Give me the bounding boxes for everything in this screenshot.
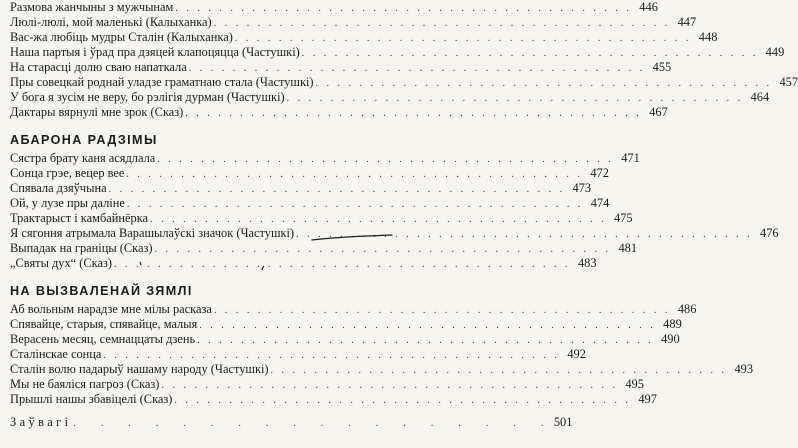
toc-entry xyxy=(10,15,697,30)
toc-entry xyxy=(10,60,672,75)
entry-page: 447 xyxy=(677,15,697,29)
entry-title: На старасці долю сваю напаткала xyxy=(10,60,187,74)
entry-page: 493 xyxy=(734,362,754,376)
entry-title: Заўвагі xyxy=(10,415,72,429)
section-heading-defense: АБАРОНА РАДЗІМЫ xyxy=(10,133,158,147)
toc-entry xyxy=(10,196,610,211)
entry-title: Сталінскае сонца xyxy=(10,347,102,361)
toc-entry xyxy=(10,211,633,226)
entry-title: Пры совецкай роднай уладзе граматнаю стала (Частушкі) xyxy=(10,75,314,89)
entry-page: 455 xyxy=(652,60,672,74)
dot-leader: . . . . . . . . . . . . . . . . . . . . . . . . . . . . . . . . . . . . . . . . . . xyxy=(197,335,654,346)
entry-title: Ой, у лузе пры даліне xyxy=(10,196,125,210)
toc-entry xyxy=(10,256,597,271)
toc-section-2 xyxy=(10,151,779,271)
dot-leader: . . . . . . . . . . . . . . . . . . . . . . . . . . . . . . . . . . . . . . . . . . xyxy=(154,244,612,255)
entry-title: Вас-жа любіць мудры Сталін (Калыханка) xyxy=(10,30,233,44)
dot-leader: . . . . . . . . . . . . . . . . . . . . . . . . . . . . . . . . . . . . . . . . . . xyxy=(126,199,584,210)
entry-title: Люлі-люлі, мой маленькі (Калыханка) xyxy=(10,15,212,29)
toc-section-3 xyxy=(10,302,754,407)
dot-leader: . . . . . . . . . . . . . . . . . . . . . . . . . . . . . . . . . . . . . . . . . . xyxy=(315,78,773,89)
dot-leader: . . . . . . . . . . . . . . . . . . xyxy=(73,418,547,429)
toc-entry xyxy=(10,90,770,105)
dot-leader: . . . . . . . . . . . . . . . . . . . . . . . . . . . . . . . . . . . . . . . . . . xyxy=(270,365,728,376)
toc-entry xyxy=(10,181,592,196)
entry-page: 472 xyxy=(590,166,609,180)
dot-leader: . . . . . . . . . . . . . . . . . . . . . . . . . . . . . . . . . . . . . . . . . . xyxy=(301,48,759,59)
entry-page: 449 xyxy=(765,45,785,59)
entry-title: Прышлі нашы збавіцелі (Сказ) xyxy=(10,392,173,406)
entry-page: 495 xyxy=(625,377,644,391)
entry-title: Сонца грэе, вецер вее xyxy=(10,166,125,180)
dot-leader: . . . . . . . . . . . . . . . . . . . . . . . . . . . . . . . . . . . . . . . . . . xyxy=(213,305,671,316)
dot-leader: . . . . . . . . . . . . . . . . . . . . . . . . . . . . . . . . . . . . . . . . . . xyxy=(108,184,566,195)
entry-title: Выпадак на граніцы (Сказ) xyxy=(10,241,153,255)
toc-group-1 xyxy=(10,0,798,120)
dot-leader: . . . . . . . . . . . . . . . . . . . . . . . . . . . . . . . . . . . . . . . . . . xyxy=(296,229,753,240)
toc-entry xyxy=(10,317,682,332)
entry-title: Верасень месяц, семнаццаты дзень xyxy=(10,332,196,346)
entry-page: 457 xyxy=(779,75,798,89)
toc-entry xyxy=(10,0,658,15)
entry-title: Наша партыя і ўрад пра дзяцей клапоцяцца (Частушкі) xyxy=(10,45,300,59)
toc-entry xyxy=(10,75,798,90)
entry-title: Дактары вярнулі мне зрок (Сказ) xyxy=(10,105,184,119)
toc-entry xyxy=(10,362,754,377)
toc-entry xyxy=(10,302,697,317)
entry-page: 490 xyxy=(661,332,680,346)
toc-entry xyxy=(10,151,640,166)
entry-page: 481 xyxy=(618,241,638,255)
entry-page: 501 xyxy=(553,415,573,429)
entry-page: 476 xyxy=(760,226,779,240)
dot-leader: . . . . . . . . . . . . . . . . . . . . . . . . . . . . . . . . . . . . . . . . . . xyxy=(157,154,614,165)
table-of-contents xyxy=(10,0,798,430)
entry-page: 489 xyxy=(663,317,682,331)
entry-page: 464 xyxy=(750,90,770,104)
dot-leader: . . . . . . . . . . . . . . . . . . . . . . . . . . . . . . . . . . . . . . . . . . xyxy=(126,169,583,180)
toc-entry xyxy=(10,392,657,407)
entry-page: 475 xyxy=(613,211,633,225)
toc-entry xyxy=(10,105,668,120)
dot-leader: . . . . . . . . . . . . . . . . . . . . . . . . . . . . . . . . . . . . . . . . . . xyxy=(175,3,632,14)
entry-page: 483 xyxy=(577,256,597,270)
entry-title: Размова жанчыны з мужчынам xyxy=(10,0,174,14)
toc-entry-notes xyxy=(10,415,573,430)
entry-title: Я сягоння атрымала Варашылаўскі значок (Частушкі) xyxy=(10,226,295,240)
entry-title: „Святы дух“ (Сказ) xyxy=(10,256,113,270)
entry-page: 471 xyxy=(621,151,640,165)
dot-leader: . . . . . . . . . . . . . . . . . . . . . . . . . . . . . . . . . . . . . . . . . . xyxy=(234,33,692,44)
entry-page: 448 xyxy=(698,30,718,44)
dot-leader: . . . . . . . . . . . . . . . . . . . . . . . . . . . . . . . . . . . . . . . . . . xyxy=(188,63,646,74)
entry-title: Спявала дзяўчына xyxy=(10,181,107,195)
section-heading-liberated-land: НА ВЫЗВАЛЕНАЙ ЗЯМЛІ xyxy=(10,284,193,298)
dot-leader: . . . . . . . . . . . . . . . . . . . . . . . . . . . . . . . . . . . . . . . . . . xyxy=(161,380,618,391)
dot-leader: . . . . . . . . . . . . . . . . . . . . . . . . . . . . . . . . . . . . . . . . . . xyxy=(199,320,656,331)
toc-entry xyxy=(10,166,609,181)
entry-page: 486 xyxy=(677,302,697,316)
toc-entry xyxy=(10,377,644,392)
dot-leader: . . . . . . . . . . . . . . . . . . . . . . . . . . . . . . . . . . . . . . . . . . xyxy=(286,93,744,104)
dot-leader: . . . . . . . . . . . . . . . . . . . . . . . . . . . . . . . . . . . . . . . . . . xyxy=(114,259,571,270)
dot-leader: . . . . . . . . . . . . . . . . . . . . . . . . . . . . . . . . . . . . . . . . . . xyxy=(174,395,631,406)
entry-title: Спявайце, старыя, спявайце, малыя xyxy=(10,317,198,331)
toc-entry xyxy=(10,226,779,241)
entry-title: Сталін волю падарыў нашаму народу (Частушкі) xyxy=(10,362,269,376)
entry-title: У бога я зусім не веру, бо рэлігія дурман (Частушкі) xyxy=(10,90,285,104)
toc-entry xyxy=(10,332,680,347)
toc-entry xyxy=(10,30,718,45)
dot-leader: . . . . . . . . . . . . . . . . . . . . . . . . . . . . . . . . . . . . . . . . . . xyxy=(213,18,671,29)
entry-title: Сястра брату каня асядлала xyxy=(10,151,156,165)
entry-page: 492 xyxy=(567,347,586,361)
dot-leader: . . . . . . . . . . . . . . . . . . . . . . . . . . . . . . . . . . . . . . . . . . xyxy=(185,108,642,119)
toc-entry xyxy=(10,241,638,256)
toc-entry xyxy=(10,45,785,60)
toc-entry xyxy=(10,347,586,362)
entry-page: 474 xyxy=(590,196,610,210)
entry-title: Аб вольным нарадзе мне мілы расказа xyxy=(10,302,212,316)
dot-leader: . . . . . . . . . . . . . . . . . . . . . . . . . . . . . . . . . . . . . . . . . . xyxy=(150,214,607,225)
entry-page: 446 xyxy=(639,0,658,14)
entry-page: 497 xyxy=(638,392,657,406)
entry-page: 467 xyxy=(649,105,668,119)
dot-leader: . . . . . . . . . . . . . . . . . . . . . . . . . . . . . . . . . . . . . . . . . . xyxy=(103,350,560,361)
entry-page: 473 xyxy=(572,181,592,195)
entry-title: Трактарыст і камбайнёрка xyxy=(10,211,149,225)
entry-title: Мы не баяліся пагроз (Сказ) xyxy=(10,377,160,391)
